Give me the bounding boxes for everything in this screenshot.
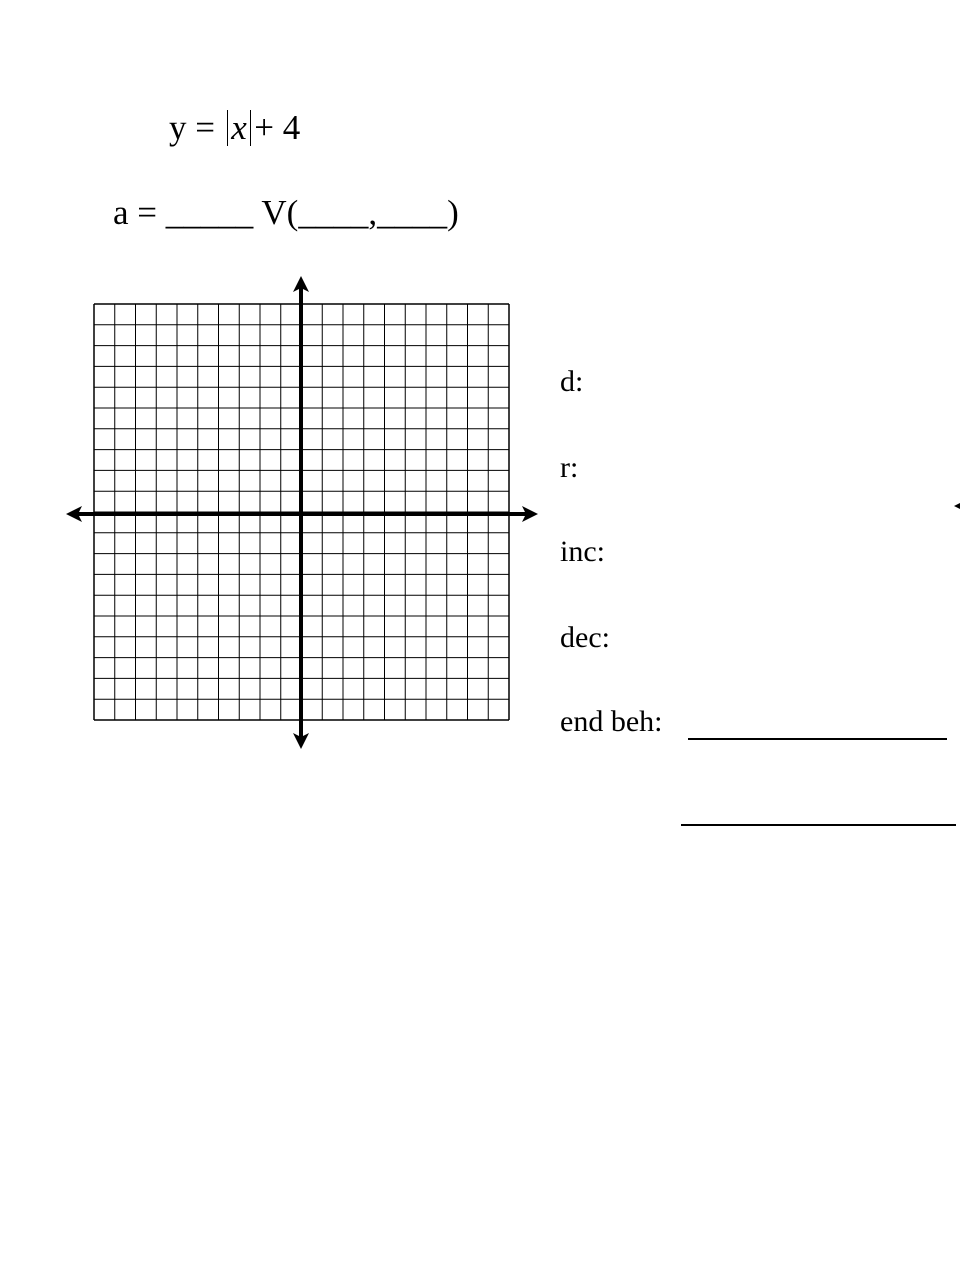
equation (169, 108, 300, 148)
range-label: r: (560, 451, 579, 484)
equation-lhs: y = (169, 108, 215, 147)
partial-arrow-icon (954, 503, 960, 509)
equation-rhs: + 4 (254, 108, 301, 147)
end-behavior-blank-2[interactable] (681, 824, 956, 826)
abs-bar-left (227, 110, 229, 146)
end-behavior-blank-1[interactable] (688, 738, 947, 740)
decreasing-label: dec: (560, 621, 610, 654)
abs-bar-right (250, 110, 252, 146)
end-behavior-label: end beh: (560, 705, 663, 738)
slope-vertex-prompt: a = _____ V(____,____) (113, 193, 459, 232)
increasing-label: inc: (560, 535, 605, 568)
equation-variable: x (231, 108, 247, 147)
coordinate-grid[interactable] (60, 270, 545, 755)
domain-label: d: (560, 365, 584, 398)
